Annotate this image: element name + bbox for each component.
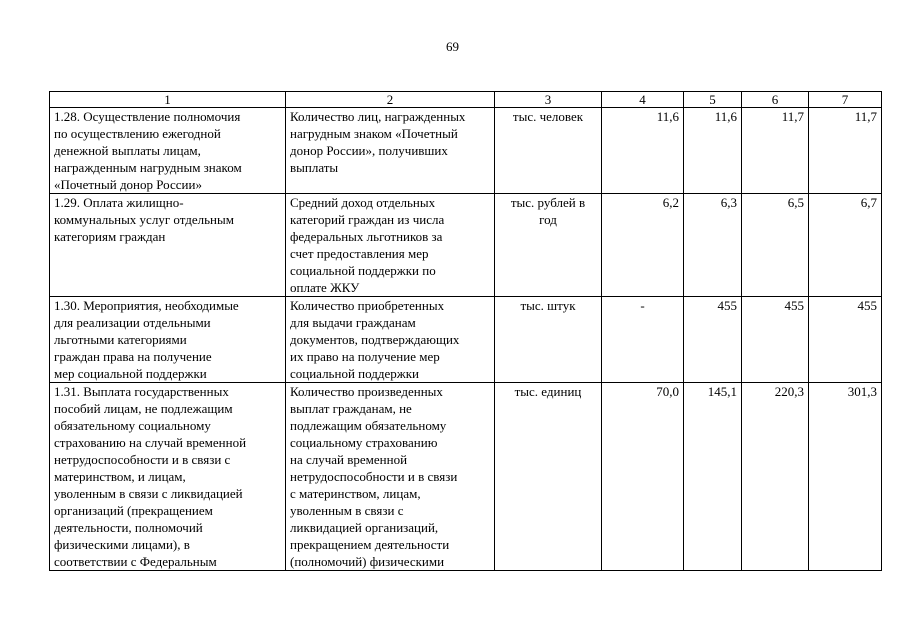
page-number: 69 — [446, 39, 459, 54]
value-cell-col4: - — [602, 297, 684, 383]
column-header-6: 6 — [742, 92, 809, 108]
column-header-7: 7 — [809, 92, 882, 108]
column-header-4: 4 — [602, 92, 684, 108]
column-header-1: 1 — [50, 92, 286, 108]
indicator-cell: Количество приобретенных для выдачи гражданам документов, подтверждающих их право на получение мер социальной поддержки — [286, 297, 495, 383]
value-cell-col6: 6,5 — [742, 194, 809, 297]
measure-name-cell: 1.29. Оплата жилищно- коммунальных услуг отдельным категориям граждан — [50, 194, 286, 297]
table-row — [50, 297, 882, 383]
indicator-cell: Количество лиц, награжденных нагрудным знаком «Почетный донор России», получивших выплаты — [286, 108, 495, 194]
value-cell-col4: 70,0 — [602, 383, 684, 571]
value-cell-col6: 220,3 — [742, 383, 809, 571]
table-row — [50, 383, 882, 571]
unit-cell: тыс. единиц — [495, 383, 602, 571]
table-row — [50, 108, 882, 194]
value-cell-col5: 145,1 — [684, 383, 742, 571]
value-cell-col5: 6,3 — [684, 194, 742, 297]
header-row — [50, 92, 882, 108]
unit-cell: тыс. рублей в год — [495, 194, 602, 297]
indicator-cell: Средний доход отдельных категорий граждан из числа федеральных льготников за счет предоставления мер социальной поддержки по оплате ЖКУ — [286, 194, 495, 297]
unit-cell: тыс. штук — [495, 297, 602, 383]
measure-name-cell: 1.30. Мероприятия, необходимые для реализации отдельными льготными категориями граждан права на получение мер социальной поддержки — [50, 297, 286, 383]
value-cell-col5: 11,6 — [684, 108, 742, 194]
value-cell-col7: 11,7 — [809, 108, 882, 194]
unit-cell: тыс. человек — [495, 108, 602, 194]
measure-name-cell: 1.31. Выплата государственных пособий лицам, не подлежащим обязательному социальному страхованию на случай временной нетрудоспособности и в связи с материнством, и лицам, уволенным в связи с ликвидацией организаций (прекращением деятельности, полномочий физическими лицами), в соответствии с Федеральным — [50, 383, 286, 571]
column-header-2: 2 — [286, 92, 495, 108]
value-cell-col4: 11,6 — [602, 108, 684, 194]
value-cell-col7: 301,3 — [809, 383, 882, 571]
column-header-5: 5 — [684, 92, 742, 108]
column-header-3: 3 — [495, 92, 602, 108]
table-row — [50, 194, 882, 297]
indicator-cell: Количество произведенных выплат гражданам, не подлежащим обязательному социальному страхованию на случай временной нетрудоспособности и в связи с материнством, лицам, уволенным в связи с ликвидацией организаций, прекращением деятельности (полномочий) физическими — [286, 383, 495, 571]
indicators-table — [49, 91, 882, 571]
value-cell-col6: 455 — [742, 297, 809, 383]
value-cell-col7: 6,7 — [809, 194, 882, 297]
value-cell-col6: 11,7 — [742, 108, 809, 194]
value-cell-col7: 455 — [809, 297, 882, 383]
value-cell-col4: 6,2 — [602, 194, 684, 297]
measure-name-cell: 1.28. Осуществление полномочия по осуществлению ежегодной денежной выплаты лицам, награжденным нагрудным знаком «Почетный донор России» — [50, 108, 286, 194]
value-cell-col5: 455 — [684, 297, 742, 383]
